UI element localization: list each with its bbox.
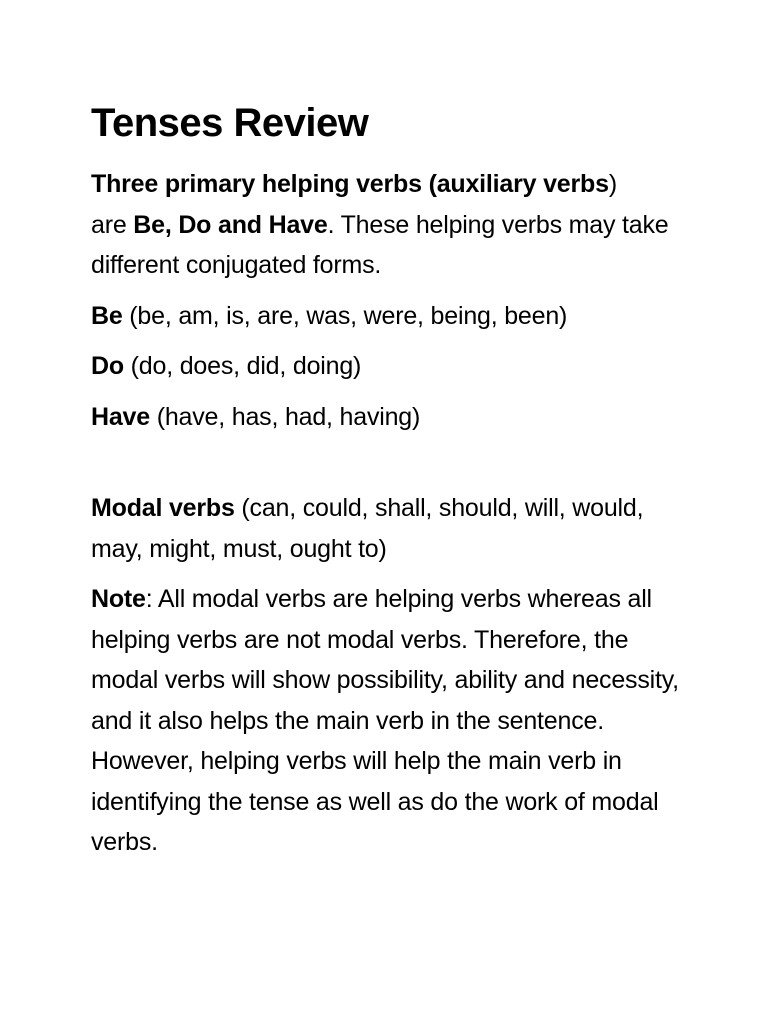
verb-name: Have (91, 402, 150, 431)
modal-label: Modal verbs (91, 494, 235, 522)
modal-verbs-paragraph (91, 488, 691, 569)
blank-line (91, 447, 691, 488)
note-text: : All modal verbs are helping verbs whereas all helping verbs are not modal verbs. Therefore, the modal verbs will show possibility, ability and necessity, and it also helps the main verb in the sentence. However, helping verbs will help the main verb in identifying the tense as well as do the work of modal verbs. (91, 585, 679, 856)
note-label: Note (91, 585, 146, 613)
intro-paragraph (91, 164, 691, 286)
note-paragraph (91, 579, 691, 863)
verb-name: Do (91, 352, 124, 380)
modal-list: (can, could, shall, should, will, would, may, might, must, ought to) (91, 494, 644, 563)
intro-bold-verbs: Be, Do and Have (133, 210, 328, 239)
verb-forms: (be, am, is, are, was, were, being, been) (122, 301, 568, 330)
verb-name: Be (91, 301, 123, 330)
verb-forms: (have, has, had, having) (149, 402, 421, 431)
intro-text: are (91, 210, 134, 239)
page-title: Tenses Review (91, 101, 369, 145)
intro-bold-text: Three primary helping verbs (auxiliary verbs (91, 170, 609, 198)
verb-do-line (91, 346, 691, 387)
verb-have-line (91, 397, 691, 438)
verb-forms: (do, does, did, doing) (123, 352, 362, 380)
document-page (91, 98, 691, 873)
verb-be-line (91, 296, 691, 337)
intro-text: . These helping verbs may take different conjugated forms. (91, 210, 669, 279)
intro-text: ) (608, 170, 617, 198)
